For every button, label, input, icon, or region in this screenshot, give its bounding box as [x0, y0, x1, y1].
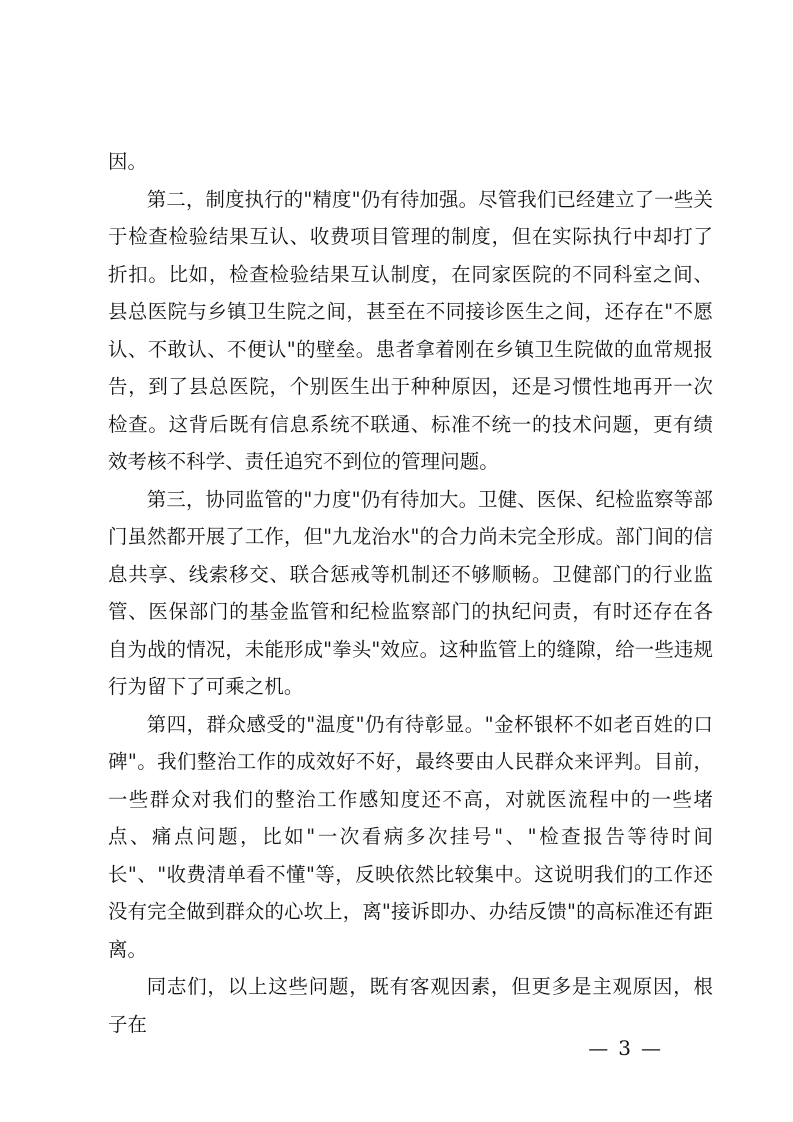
footer-dash-left: —: [588, 1036, 609, 1060]
footer-dash-right: —: [641, 1036, 661, 1060]
paragraph-fourth-point: 第四，群众感受的"温度"仍有待彰显。"金杯银杯不如老百姓的口碑"。我们整治工作的成效好不好，最终要由人民群众来评判。目前，一些群众对我们的整治工作感知度还不高，对就医流程中的一些堵点、痛点问题，比如"一次看病多次挂号"、"检查报告等待时间长"、"收费清单看不懂"等，反映依然比较集中。这说明我们的工作还没有完全做到群众的心坎上，离"接诉即办、办结反馈"的高标准还有距离。: [108, 712, 713, 961]
page-number: 3: [618, 1036, 631, 1060]
paragraph-second-point: 第二，制度执行的"精度"仍有待加强。尽管我们已经建立了一些关于检查检验结果互认、收费项目管理的制度，但在实际执行中却打了折扣。比如，检查检验结果互认制度，在同家医院的不同科室之间、县总医院与乡镇卫生院之间，甚至在不同接诊医生之间，还存在"不愿认、不敢认、不便认"的壁垒。患者拿着刚在乡镇卫生院做的血常规报告，到了县总医院，个别医生出于种种原因，还是习惯性地再开一次检查。这背后既有信息系统不联通、标准不统一的技术问题，更有绩效考核不科学、责任追究不到位的管理问题。: [108, 187, 713, 473]
paragraph-continuation: 因。: [108, 150, 148, 173]
paragraph-third-point: 第三，协同监管的"力度"仍有待加大。卫健、医保、纪检监察等部门虽然都开展了工作，但"九龙治水"的合力尚未完全形成。部门间的信息共享、线索移交、联合惩戒等机制还不够顺畅。卫健部门的行业监管、医保部门的基金监管和纪检监察部门的执纪问责，有时还存在各自为战的情况，未能形成"拳头"效应。这种监管上的缝隙，给一些违规行为留下了可乘之机。: [108, 487, 713, 698]
page-number-footer: [588, 1035, 661, 1061]
paragraph-summary: 同志们，以上这些问题，既有客观因素，但更多是主观原因，根子在: [108, 975, 713, 1036]
document-body: [108, 143, 713, 1043]
